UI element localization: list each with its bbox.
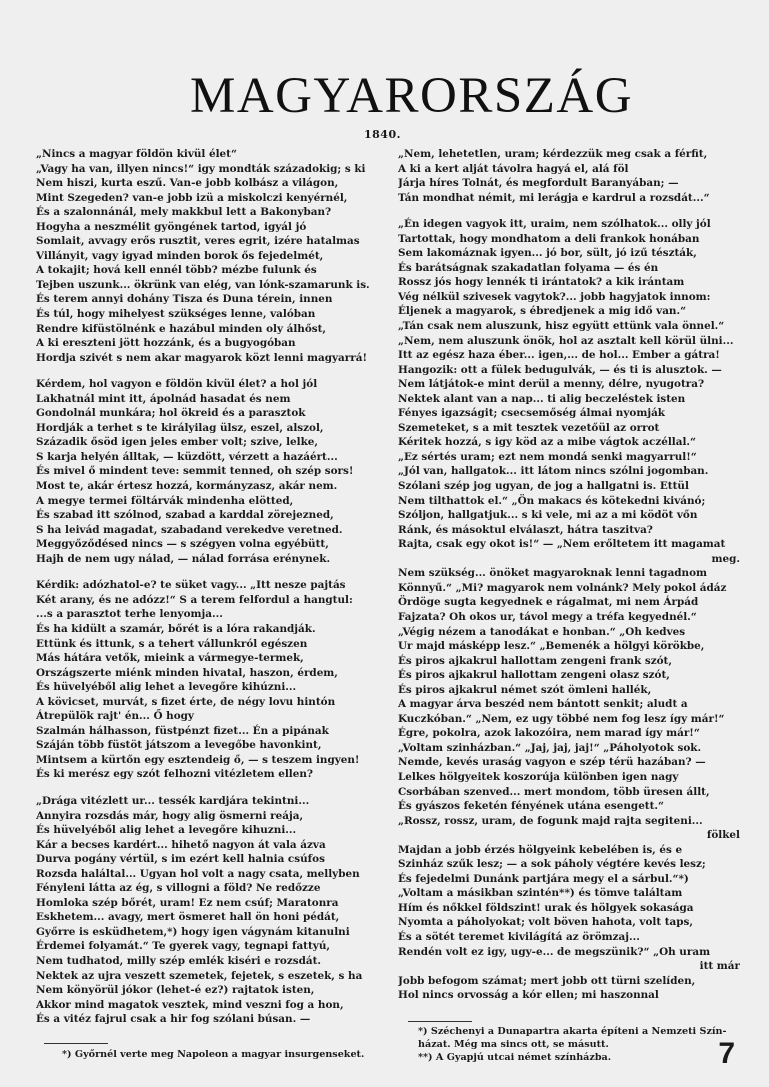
stanza-gap	[398, 205, 740, 217]
poem-line: Nem látjátok-e mint derül a menny, délre, nyugotra?	[398, 378, 705, 391]
page-number: 7	[718, 1037, 735, 1070]
poem-line: A ki ereszteni jött hozzánk, és a bugyogóban	[36, 337, 296, 350]
poem-line: Hordja szivét s nem akar magyarok közt lenni magyarrá!	[36, 351, 368, 364]
poem-line: Itt az egész haza éber... igen,... de hol... Ember a gátra!	[398, 349, 720, 362]
stanza-gap	[36, 566, 388, 578]
poem-line: Fényleni látta az ég, s villogni a föld? Ne redőzze	[36, 882, 321, 895]
poem-line: fölkel	[706, 829, 740, 842]
stanza-gap	[36, 782, 388, 794]
poem-line: „Nincs a magyar földön kivül élet“	[36, 148, 237, 160]
poem-line: Érdemei folyamát.“ Te gyerek vagy, tegnapi fattyú,	[36, 940, 330, 953]
poem-line: Hogyha a neszmélit gyöngének tartod, igyál jó	[36, 220, 307, 233]
poem-line: Vég nélkül szivesek vagytok?... jobb hagyjatok innom:	[398, 290, 711, 303]
poem-line: ...s a parasztot terhe lenyomja...	[36, 608, 223, 621]
poem-line: És gyászos feketén fényének utána esengett.“	[398, 800, 664, 813]
poem-line: És ha kidült a szamár, bőrét is a lóra rakandják.	[36, 622, 316, 635]
poem-line: „Nem, nem aluszunk önök, hol az asztalt kell körül ülni...	[398, 334, 734, 347]
poem-line: Csorbában szenved... mert mondom, több üresen állt,	[398, 785, 710, 798]
poem-line: Homloka szép bőrét, uram! Ez nem csúf; Maratonra	[36, 896, 339, 909]
poem-line: Hím és nőkkel földszint! urak és hölgyek sokasága	[398, 901, 694, 914]
poem-line: Két arany, és ne adózz!“ S a terem felfordul a hangtul:	[36, 593, 353, 606]
poem-line: És barátságnak szakadatlan folyama — és én	[398, 261, 659, 274]
poem-line: És mivel ő mindent teve: semmit tenned, oh szép sors!	[36, 465, 354, 478]
poem-line: „Vagy ha van, illyen nincs!“ igy mondták századokig; s ki	[36, 162, 366, 175]
poem-line: Kuczkóban.“ „Nem, ez ugy többé nem fog lesz így már!“	[398, 712, 725, 725]
poem-line: És túl, hogy mihelyest szükséges lenne, valóban	[36, 308, 316, 321]
poem-line: Fényes igazságit; csecsemőség álmai nyomják	[398, 407, 666, 420]
poem-line: Tán mondhat némit, mi lerágja e kardrul a rozsdát...“	[398, 191, 710, 204]
poem-line: Átrepülök rajt' én... Ő hogy	[36, 710, 194, 723]
poem-line: „Rossz, rossz, uram, de fogunk majd rajta segiteni...	[398, 814, 703, 827]
poem-line: Országszerte miénk minden hivatal, haszon, érdem,	[36, 666, 338, 679]
poem-line: Somlait, avvagy erős rusztit, veres egrit, izére hatalmas	[36, 235, 360, 248]
poem-line: „Voltam szinházban.“ „Jaj, jaj, jaj!“ „Páholyotok sok.	[398, 741, 702, 754]
poem-line: És a sötét teremet kivilágítá az örömzaj...	[398, 930, 640, 943]
poem-line: Ettünk és ittunk, s a tehert vállunkról egészen	[36, 637, 308, 650]
poem-line: Akkor mind magatok vesztek, mind veszni fog a hon,	[36, 998, 344, 1011]
poem-line: Rozsda haláltal... Ugyan hol volt a nagy csata, mellyben	[36, 867, 360, 880]
poem-line: meg.	[711, 552, 740, 565]
stanza-gap	[36, 365, 388, 377]
poem-line: A kövicset, murvát, s fizet érte, de négy lovu hintón	[36, 695, 336, 708]
poem-line: És a szalonnánál, mely makkbul lett a Bakonyban?	[36, 206, 332, 219]
poem-line: Nem könyörül jókor (lehet-é ez?) rajtatok isten,	[36, 984, 315, 997]
poem-line: Rossz jós hogy lennék ti irántatok? a kik irántam	[398, 276, 685, 289]
poem-line: A magyar árva beszéd nem bántott senkit; aludt a	[398, 698, 688, 711]
poem-line: Meggyőződésed nincs — s szégyen volna egyébütt,	[36, 538, 329, 551]
poem-line: Jobb befogom számat; mert jobb ott türni szelíden,	[398, 974, 696, 987]
poem-line: És szabad itt szólnod, szabad a karddal zörejezned,	[36, 509, 334, 522]
poem-line: Rajta, csak egy okot is!“ — „Nem erőltetem itt magamat	[398, 538, 726, 551]
poem-line: Gondolnál munkára; hol ökreid és a parasztok	[36, 407, 306, 420]
poem-line: Annyira rozsdás már, hogy alig ösmerni reája,	[36, 809, 304, 822]
poem-line: Kérdik: adózhatol-e? te süket vagy... „Itt nesze pajtás	[36, 579, 346, 592]
poem-line: Lelkes hölgyeitek koszorúja különben igen nagy	[398, 770, 679, 783]
poem-line: itt már	[699, 960, 740, 973]
poem-line: Mint Szegeden? van-e jobb izü a miskolczi kenyérnél,	[36, 191, 348, 204]
poem-line: Kéritek hozzá, s igy köd az a mibe vágtok aczéllal.“	[398, 436, 697, 449]
poem-line: Más hátára vetők, mieink a vármegye-termek,	[36, 652, 304, 665]
poem-line: Sem lakomáznak igyen... jó bor, sült, jó izű tészták,	[398, 247, 697, 260]
poem-line: Szinház szűk lesz; — a sok páholy végtére kevés lesz;	[398, 858, 706, 871]
poem-line: Most te, akár értesz hozzá, kormányzasz, akár nem.	[36, 480, 338, 493]
poem-line: Hangozik: ott a fülek bedugulvák, — és ti is alusztok. —	[398, 363, 722, 376]
poem-line: Szalmán hálhasson, füstpénzt fizet... Én a pipának	[36, 724, 329, 737]
poem-line: Ránk, és másoktul elválaszt, hátra taszitva?	[398, 523, 653, 536]
poem-line: A tokajit; hová kell ennél több? mézbe fulunk és	[36, 264, 317, 277]
poem-line: És hüvelyéből alig lehet a levegőre kihúzni...	[36, 681, 297, 694]
poem-line: Száján több füstöt játszom a levegőbe havonkint,	[36, 739, 322, 752]
poem-line: Tejben uszunk... ökrünk van elég, van lónk-szamarunk is.	[36, 278, 370, 291]
poem-line: Durva pogány vértül, s im ezért kell halnia csúfos	[36, 853, 325, 866]
poem-line: Kérdem, hol vagyon e földön kivül élet? a hol jól	[36, 378, 318, 391]
poem-line: „Voltam a másikban szintén**) és tömve találtam	[398, 887, 683, 900]
footnote-right-2: házat. Még ma sincs ott, se másutt.	[418, 1039, 609, 1050]
poem-line: És piros ajkakrul német szót ömleni hallék,	[398, 683, 652, 696]
poem-line: Nektek az ujra veszett szemetek, fejetek, s eszetek, s ha	[36, 969, 363, 982]
poem-line: Eskhetem... avagy, mert ösmeret hall ön honi pédát,	[36, 911, 340, 924]
poem-line: Nektek alant van a nap... ti alig beczeléstek isten	[398, 392, 686, 405]
poem-line: Hol nincs orvosság a kór ellen; mi haszonnal	[398, 989, 659, 1002]
footnote-right-3: **) A Gyapjú utcai német színházba.	[418, 1052, 612, 1063]
poem-line: Könnyű.“ „Mi? magyarok nem volnánk? Mely pokol ádáz	[398, 581, 727, 594]
poem-line: És a vitéz fajrul csak a hir fog szólani búsan. —	[36, 1013, 311, 1026]
poem-line: „Végig nézem a tanodákat e honban.“ „Oh kedves	[398, 625, 686, 638]
page-title: MAGYARORSZÁG	[190, 68, 634, 124]
poem-line: És ki merész egy szót felhozni vitézletem ellen?	[36, 768, 314, 781]
poem-line: „Nem, lehetetlen, uram; kérdezzük meg csak a férfit,	[398, 148, 708, 160]
poem-line: Lakhatnál mint itt, ápolnád hasadat és nem	[36, 392, 291, 405]
poem-line: Kár a becses kardért... hihető nagyon át vala ázva	[36, 838, 326, 851]
poem-line: „Tán csak nem aluszunk, hisz együtt ettünk vala önnel.“	[398, 320, 725, 333]
poem-line: Villányit, vagy igyad minden borok ős fejedelmét,	[36, 249, 324, 262]
footnote-rule-left	[44, 1043, 108, 1044]
poem-line: Égre, pokolra, azok lakozóira, nem marad így már!“	[398, 727, 700, 740]
footnote-rule-right	[408, 1021, 472, 1022]
footnote-left: *) Győrnél verte meg Napoleon a magyar insurgenseket.	[62, 1049, 365, 1060]
poem-line: „Jól van, hallgatok... itt látom nincs szólni jogomban.	[398, 465, 709, 478]
poem-line: A megye termei föltárvák mindenha elötted,	[36, 494, 294, 507]
poem-line: Nem tudhatod, milly szép emlék kiséri e rozsdát.	[36, 954, 322, 967]
poem-line: Ur majd másképp lesz.“ „Bemenék a hölgyi körökbe,	[398, 640, 705, 653]
poem-line: A ki a kert alját távolra hagyá el, alá föl	[398, 162, 629, 175]
poem-line: Járja híres Tolnát, és megfordult Baranyában; —	[398, 177, 679, 190]
poem-line: „Drága vitézlett ur... tessék kardjára tekintni...	[36, 794, 310, 807]
poem-line: Nemde, kevés uraság vagyon e szép térü hazában? —	[398, 756, 706, 769]
poem-line: Tartottak, hogy mondhatom a deli frankok honában	[398, 232, 700, 245]
poem-line: Szóljon, hallgatjuk... s ki vele, mi az a mi ködöt vőn	[398, 509, 698, 522]
poem-line: Szemeteket, s a mit tesztek vezetőül az orrot	[398, 421, 660, 434]
poem-line: Hordják a terhet s te királyilag ülsz, eszel, alszol,	[36, 421, 324, 434]
poem-line: Nem szükség... önöket magyaroknak lenni tagadnom	[398, 567, 708, 580]
poem-line: Ördöge sugta kegyednek e rágalmat, mi nem Árpád	[398, 596, 699, 609]
poem-left-column	[36, 147, 388, 1027]
poem-line: És fejedelmi Dunánk partjára megy el a sárbul.“*)	[398, 872, 689, 885]
poem-line: Szólani szép jog ugyan, de jog a hallgatni is. Ettül	[398, 480, 689, 493]
poem-line: Győrre is esküdhetem,*) hogy igen vágynám kitanulni	[36, 925, 350, 938]
poem-line: Éljenek a magyarok, s ébredjenek a mig idő van.“	[398, 305, 687, 318]
poem-line: És hüvelyéből alig lehet a levegőre kihuzni...	[36, 824, 297, 837]
poem-line: „Én idegen vagyok itt, uraim, nem szólhatok... olly jól	[398, 218, 711, 231]
poem-line: Hajh de nem ugy nálad, — nálad forrása erénynek.	[36, 552, 331, 565]
poem-right-column	[398, 147, 740, 1003]
poem-line: Nem hiszi, kurta eszű. Van-e jobb kolbász a világon,	[36, 177, 339, 190]
poem-line: És terem annyi dohány Tisza és Duna térein, innen	[36, 293, 333, 306]
poem-line: És piros ajkakrul hallottam zengeni frank szót,	[398, 654, 672, 667]
poem-line: Mintsem a kürtőn egy esztendeig ő, — s teszem ingyen!	[36, 753, 360, 766]
footnote-right-1: *) Széchenyi a Dunapartra akarta építeni a Nemzeti Szín-	[418, 1026, 727, 1037]
poem-line: S karja helyén álltak, — küzdött, vérzett a hazáért...	[36, 450, 338, 463]
poem-line: És piros ajkakrul hallottam zengeni olasz szót,	[398, 669, 670, 682]
poem-line: Nem tilthattok el.“ „Ön makacs és kötekedni kivánó;	[398, 494, 706, 507]
poem-line: Majdan a jobb érzés hölgyeink kebelében is, és e	[398, 843, 683, 856]
poem-line: Rendén volt ez igy, ugy-e... de megszünik?“ „Oh uram	[398, 945, 711, 958]
poem-line: Századik ősöd igen jeles ember volt; szive, lelke,	[36, 436, 319, 449]
poem-line: Fajzata? Oh okos ur, távol megy a tréfa kegyednél.“	[398, 610, 697, 623]
poem-year: 1840.	[364, 128, 401, 141]
poem-line: S ha leivád magadat, szabadand verekedve veretned.	[36, 523, 343, 536]
poem-line: „Ez sértés uram; ezt nem mondá senki magyarrul!“	[398, 450, 697, 463]
poem-line: Rendre kifüstölnénk e hazábul minden oly álhőst,	[36, 322, 327, 335]
poem-line: Nyomta a páholyokat; volt böven hahota, volt taps,	[398, 916, 694, 929]
